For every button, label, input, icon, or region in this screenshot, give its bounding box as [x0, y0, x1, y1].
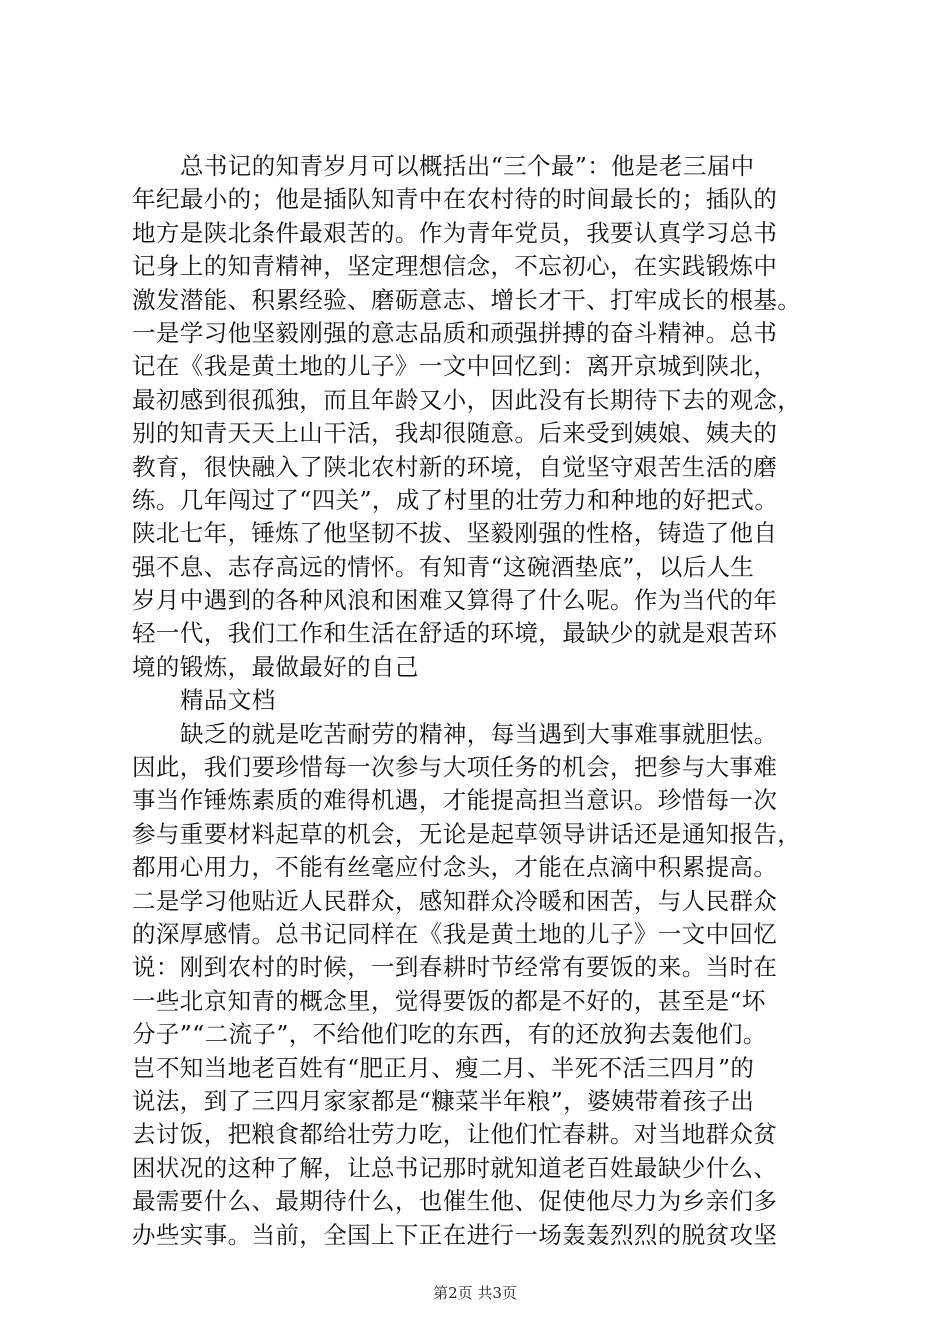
text-line: 岁月中遇到的各种风浪和困难又算得了什么呢。作为当代的年 [132, 586, 778, 615]
text-line: 记在《我是黄土地的儿子》一文中回忆到：离开京城到陕北， [132, 352, 778, 381]
text-line: 别的知青天天上山干活，我却很随意。后来受到姨娘、姨夫的 [132, 419, 778, 448]
text-line: 一些北京知青的概念里，觉得要饭的都是不好的，甚至是“坏 [132, 986, 766, 1015]
text-line: 最需要什么、最期待什么，也催生他、促使他尽力为乡亲们多 [132, 1187, 778, 1216]
page-number-label: 第2页 共3页 [433, 1284, 517, 1302]
text-line: 二是学习他贴近人民群众，感知群众冷暖和困苦，与人民群众 [132, 886, 778, 915]
text-line: 总书记的知青岁月可以概括出“三个最”：他是老三届中 [180, 152, 755, 180]
text-line: 办些实事。当前，全国上下正在进行一场轰轰烈烈的脱贫攻坚 [132, 1220, 778, 1249]
text-line: 说法，到了三四月家家都是“糠菜半年粮”，婆姨带着孩子出 [132, 1086, 755, 1115]
text-line: 轻一代，我们工作和生活在舒适的环境，最缺少的就是艰苦环 [132, 619, 778, 648]
text-line: 一是学习他坚毅刚强的意志品质和顽强拼搏的奋斗精神。总书 [132, 318, 778, 347]
text-line: 事当作锤炼素质的难得机遇，才能提高担当意识。珍惜每一次 [132, 786, 778, 815]
text-line: 去讨饭，把粮食都给壮劳力吃，让他们忙春耕。对当地群众贫 [132, 1120, 778, 1149]
text-line: 陕北七年，锤炼了他坚韧不拔、坚毅刚强的性格，铸造了他自 [132, 519, 778, 548]
text-line: 年纪最小的；他是插队知青中在农村待的时间最长的；插队的 [132, 185, 778, 214]
text-line: 练。几年闯过了“四关”，成了村里的壮劳力和种地的好把式。 [132, 485, 779, 514]
text-line: 激发潜能、积累经验、磨砺意志、增长才干、打牢成长的根基。 [132, 285, 802, 314]
watermark-label: 精品文档 [180, 686, 276, 715]
text-line: 困状况的这种了解，让总书记那时就知道老百姓最缺少什么、 [132, 1153, 778, 1182]
text-line: 缺乏的就是吃苦耐劳的精神，每当遇到大事难事就胆怯。 [180, 719, 778, 748]
text-line: 强不息、志存高远的情怀。有知青“这碗酒垫底”，以后人生 [132, 552, 755, 581]
text-line: 最初感到很孤独，而且年龄又小，因此没有长期待下去的观念， [132, 385, 802, 414]
text-line: 的深厚感情。总书记同样在《我是黄土地的儿子》一文中回忆 [132, 919, 778, 948]
text-line: 说：刚到农村的时候，一到春耕时节经常有要饭的来。当时在 [132, 953, 778, 982]
text-line: 因此，我们要珍惜每一次参与大项任务的机会，把参与大事难 [132, 753, 778, 782]
body-text [132, 150, 832, 1252]
text-line: 岂不知当地老百姓有“肥正月、瘦二月、半死不活三四月”的 [132, 1053, 755, 1082]
page-footer [0, 1283, 950, 1303]
text-line: 教育，很快融入了陕北农村新的环境，自觉坚守艰苦生活的磨 [132, 452, 778, 481]
text-line: 都用心用力，不能有丝毫应付念头，才能在点滴中积累提高。 [132, 853, 778, 882]
text-line: 境的锻炼，最做最好的自己 [132, 652, 419, 681]
text-line: 记身上的知青精神，坚定理想信念，不忘初心，在实践锻炼中 [132, 252, 778, 281]
text-line: 参与重要材料起草的机会，无论是起草领导讲话还是通知报告， [132, 819, 802, 848]
text-line: 分子”“二流子”，不给他们吃的东西，有的还放狗去轰他们。 [132, 1020, 767, 1049]
text-line: 地方是陕北条件最艰苦的。作为青年党员，我要认真学习总书 [132, 218, 778, 247]
